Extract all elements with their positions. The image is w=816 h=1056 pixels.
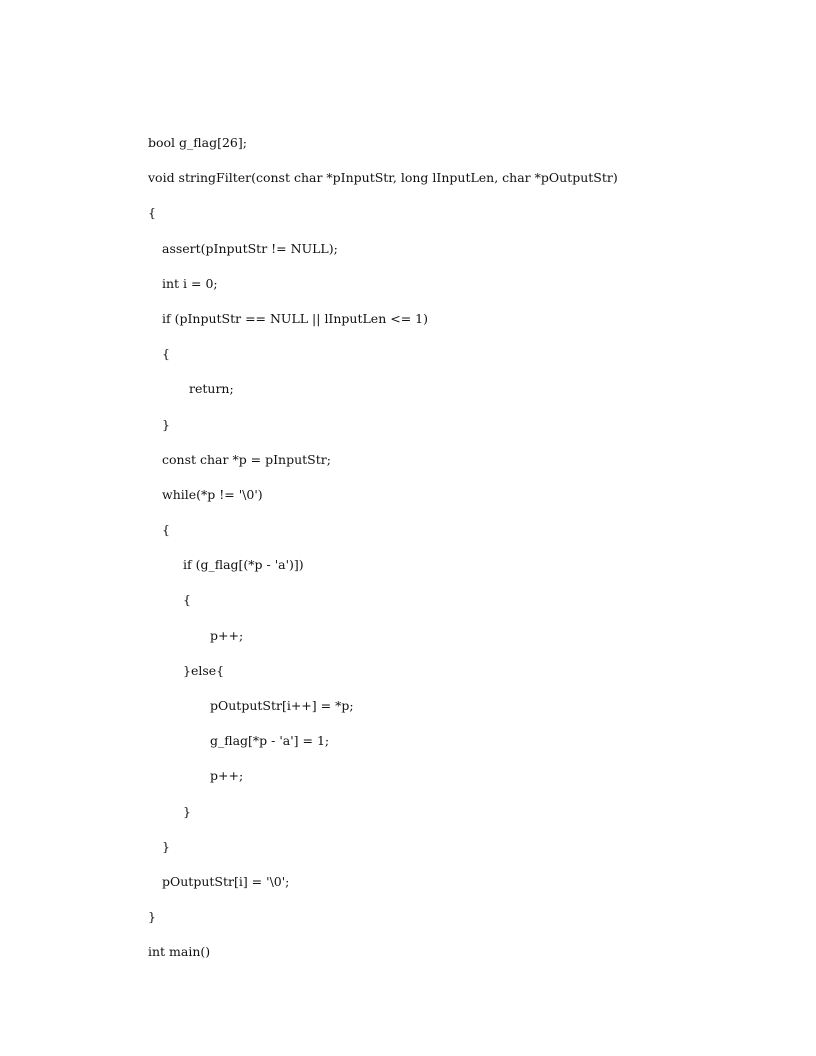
code-line: assert(pInputStr != NULL); [162,240,338,256]
code-line: int main() [148,944,211,960]
code-line: while(*p != '\0') [162,486,263,502]
code-line: { [148,205,156,221]
code-line: if (g_flag[(*p - 'a')]) [183,557,304,573]
code-line: pOutputStr[i] = '\0'; [162,873,290,889]
code-line: { [162,522,170,538]
code-line: p++; [210,768,244,784]
code-line: } [162,416,170,432]
code-line: if (pInputStr == NULL || lInputLen <= 1) [162,310,428,326]
code-line: const char *p = pInputStr; [162,451,331,467]
code-listing [148,133,618,978]
code-line: pOutputStr[i++] = *p; [210,698,354,713]
code-line: void stringFilter(const char *pInputStr, long lInputLen, char *pOutputStr) [148,170,618,186]
code-line: return; [189,381,234,397]
code-line: bool g_flag[26]; [148,135,247,150]
code-line: { [162,346,170,362]
code-line: int i = 0; [162,275,218,291]
code-line: } [183,803,191,819]
code-line: } [148,909,156,925]
code-line: } [162,838,170,854]
code-line: p++; [210,627,244,643]
code-line: { [183,592,191,608]
code-line: }else{ [183,662,225,678]
code-line: g_flag[*p - 'a'] = 1; [210,733,330,749]
